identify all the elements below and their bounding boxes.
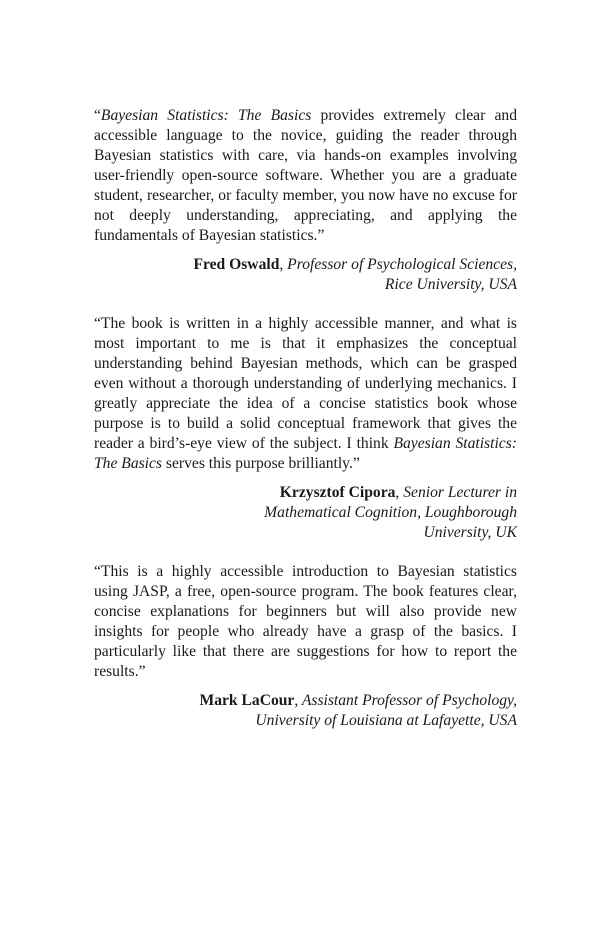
endorsement-attribution xyxy=(94,691,517,731)
endorser-affiliation: University, UK xyxy=(423,524,517,541)
attribution-separator: , xyxy=(279,256,284,273)
endorsement-quote xyxy=(94,314,517,474)
attribution-separator: , xyxy=(294,692,299,709)
endorsement-cipora xyxy=(94,314,517,543)
quote-text: provides extremely clear and accessible language to the novice, guiding the reader through Bayesian statistics with care, via hands-on examples involving user-friendly open-source software. Whether you are a graduate student, researcher, or faculty member, you now have no excuse for not deeply understanding, appreciating, and applying the fundamentals of Bayesian statistics.” xyxy=(94,107,517,244)
endorsement-oswald xyxy=(94,106,517,295)
endorser-name: Mark LaCour xyxy=(199,692,295,709)
endorsement-quote: “This is a highly accessible introduction to Bayesian statistics using JASP, a free, open-source program. The book features clear, concise explanations for beginners but will also provide new insights for people who already have a grasp of the basics. I particularly like that there are suggestions for how to report the results.” xyxy=(94,563,517,680)
endorsement-lacour xyxy=(94,562,517,731)
endorser-role: Assistant Professor of Psychology, xyxy=(298,692,517,709)
book-title: Bayesian Statistics: The Basics xyxy=(100,107,312,124)
endorser-name: Krzysztof Cipora xyxy=(279,484,396,501)
endorsements-page xyxy=(94,106,517,750)
book-title: Bayesian Statistics: The Basics xyxy=(94,435,517,472)
endorser-affiliation: University of Louisiana at Lafayette, USA xyxy=(255,712,517,729)
endorsement-attribution xyxy=(94,483,517,543)
endorser-name: Fred Oswald xyxy=(193,256,280,273)
endorser-role-cont: Mathematical Cognition, Loughborough xyxy=(264,504,517,521)
quote-text-end: serves this purpose brilliantly.” xyxy=(162,455,360,472)
endorsement-attribution xyxy=(94,255,517,295)
quote-open-mark: “ xyxy=(94,107,101,124)
endorser-role: Senior Lecturer in xyxy=(399,484,517,501)
attribution-separator: , xyxy=(395,484,400,501)
quote-text: “The book is written in a highly accessible manner, and what is most important to me is that it emphasizes the conceptual understanding behind Bayesian methods, which can be grasped even without a thorough understanding of underlying mechanics. I greatly appreciate the idea of a concise statistics book whose purpose is to build a solid conceptual framework that gives the reader a bird’s-eye view of the subject. I think xyxy=(94,315,517,452)
endorser-affiliation: Rice University, USA xyxy=(384,276,517,293)
endorser-role: Professor of Psychological Sciences, xyxy=(283,256,517,273)
endorsement-quote xyxy=(94,106,517,246)
